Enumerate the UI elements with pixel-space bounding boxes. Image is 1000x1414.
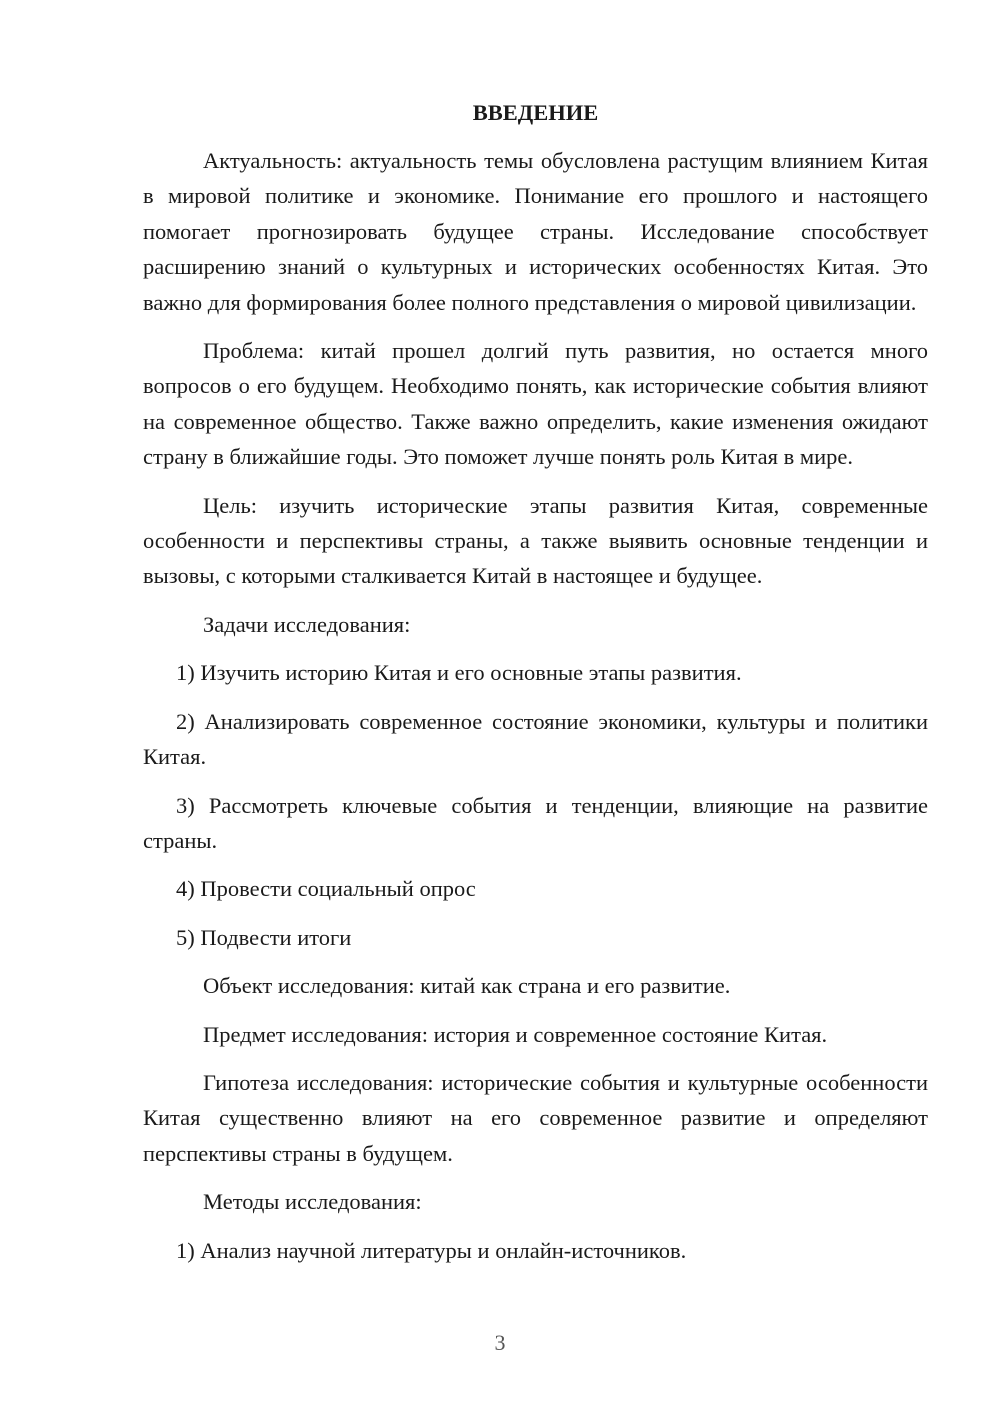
page-number: 3	[494, 1330, 506, 1355]
paragraph-hypothesis: Гипотеза исследования: исторические события и культурные особенности Китая существенно влияют на его современное развитие и определяют перспективы страны в будущем.	[143, 1069, 928, 1166]
task-item-2: 2) Анализировать современное состояние экономики, культуры и политики Китая.	[143, 708, 928, 770]
task-item-3: 3) Рассмотреть ключевые события и тенденции, влияющие на развитие страны.	[143, 792, 928, 853]
task-item-1: 1) Изучить историю Китая и его основные этапы развития.	[176, 660, 742, 686]
paragraph-methods-heading: Методы исследования:	[203, 1189, 422, 1215]
task-item-5: 5) Подвести итоги	[176, 924, 352, 950]
paragraph-problem: Проблема: китай прошел долгий путь развития, но остается много вопросов о его будущем. Необходимо понять, как исторические события влияют на современное общество. Также важно определить, какие изменения ожидают страну в ближайшие годы. Это поможет лучше понять роль Китая в мире.	[143, 338, 928, 470]
paragraph-goal: Цель: изучить исторические этапы развития Китая, современные особенности и перспективы страны, а также выявить основные тенденции и вызовы, с которыми сталкивается Китай в настоящее и будущее.	[143, 492, 928, 589]
task-item-4: 4) Провести социальный опрос	[176, 876, 476, 902]
paragraph-tasks-heading: Задачи исследования:	[203, 611, 411, 637]
method-item-1: 1) Анализ научной литературы и онлайн-источников.	[176, 1237, 687, 1263]
page-title: ВВЕДЕНИЕ	[472, 100, 599, 125]
paragraph-subject: Предмет исследования: история и современное состояние Китая.	[203, 1021, 828, 1047]
page-content	[143, 95, 928, 1281]
paragraph-object: Объект исследования: китай как страна и его развитие.	[203, 973, 731, 999]
paragraph-relevance: Актуальность: актуальность темы обусловлена растущим влиянием Китая в мировой политике и экономике. Понимание его прошлого и настоящего помогает прогнозировать будущее страны. Исследование способствует расширению знаний о культурных и исторических особенностях Китая. Это важно для формирования более полного представления о мировой цивилизации.	[143, 148, 928, 315]
